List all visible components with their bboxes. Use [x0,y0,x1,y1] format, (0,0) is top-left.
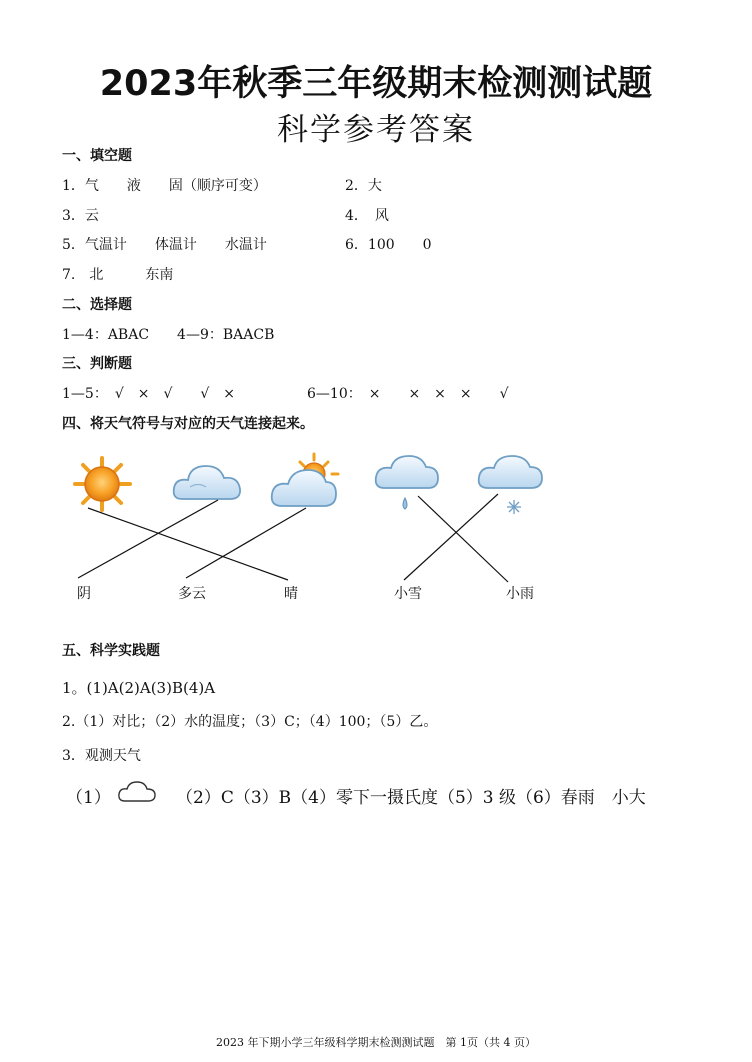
answer-line: 5．气温计 体温计 水温计 [62,237,267,253]
matching-lines [78,494,508,582]
page-title: 2023年秋季三年级期末检测测试题 [99,64,653,104]
weather-label-small-rain: 小雨 [506,586,534,602]
answer-line: 1—4：ABAC 4—9：BAACB [62,327,275,343]
answer-line: 1。(1)A(2)A(3)B(4)A [62,679,216,697]
section-heading-practice: 五、科学实践题 [62,643,160,659]
match-line-snow-small-snow [404,494,498,580]
weather-label-overcast: 阴 [77,586,91,602]
page-footer: 2023 年下期小学三年级科学期末检测测试题 第 1页（共 4 页） [216,1036,536,1049]
answer-line: 3．云 [62,208,99,224]
cloud-icon [174,466,240,499]
snow-icon [479,456,542,514]
rain-icon [376,456,438,509]
weather-label-partly-cloudy: 多云 [178,586,206,602]
section-heading-matching: 四、将天气符号与对应的天气连接起来。 [62,416,314,432]
section-heading-fill-blank: 一、填空题 [62,148,132,164]
partly-cloudy-icon [272,454,338,506]
answer-line: 6．100 0 [345,237,432,253]
match-line-sun-sunny [88,508,288,580]
answer-line: 6—10： × × × × √ [307,386,509,402]
cloud-outline-icon [116,778,158,806]
answer-line: 4． 风 [345,208,389,224]
weather-label-small-snow: 小雪 [394,586,422,602]
match-line-partly-cloudy [186,508,306,578]
answer-line: 1—5： √ × √ √ × [62,386,236,402]
answer-line: （2）C（3）B（4）零下一摄氏度（5）3 级（6）春雨 小大 [176,788,646,808]
section-heading-multiple-choice: 二、选择题 [62,297,132,313]
weather-label-sunny: 晴 [284,586,298,602]
answer-line: 7. 北 东南 [62,267,174,283]
answer-line: 3．观测天气 [62,748,141,764]
section-heading-true-false: 三、判断题 [62,356,132,372]
match-line-rain-small-rain [418,496,508,582]
answer-line: 1．气 液 固（顺序可变） [62,178,267,194]
page-subtitle: 科学参考答案 [277,112,475,148]
sun-icon [75,458,130,510]
answer-prefix: （1） [66,788,111,808]
answer-line: 2．大 [345,178,382,194]
answer-line: 2.（1）对比；（2）水的温度；（3）C；（4）100；（5）乙。 [62,714,438,730]
